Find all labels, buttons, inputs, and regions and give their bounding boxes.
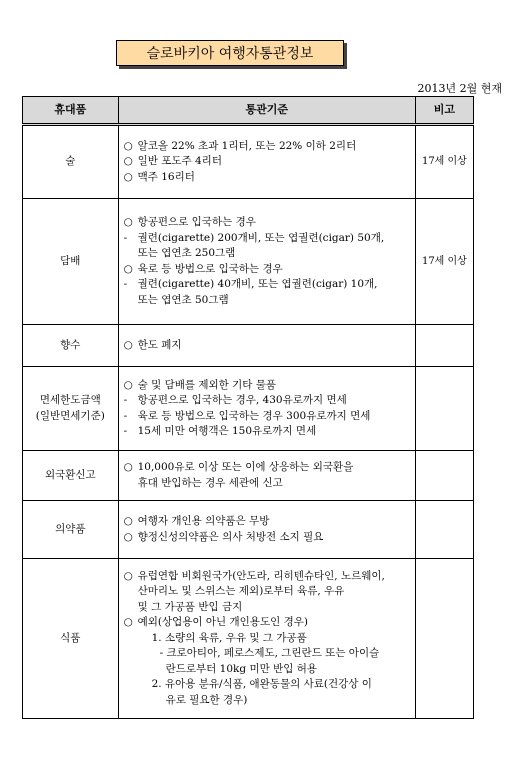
line-text: 10,000유로 이상 또는 이에 상응하는 외국환을: [137, 461, 354, 473]
line-text: - 크로아티아, 페로스제도, 그린란드 또는 아이슬: [159, 647, 380, 660]
standard-line: [122, 460, 412, 476]
standard-line: [122, 215, 412, 231]
standard-line: [122, 584, 412, 600]
category-text: (일반면세기준): [35, 409, 105, 422]
line-text: 육로 등 방법으로 입국하는 경우 300유로까지 면세: [137, 409, 371, 422]
standard-line: [122, 378, 412, 394]
bullet-mark: [122, 662, 138, 678]
line-text: 및 그 가공품 반입 금지: [137, 600, 243, 613]
header-row: [23, 97, 474, 125]
row-note: [415, 559, 473, 719]
standard-line: [122, 662, 412, 678]
row-category: [23, 559, 119, 719]
table-row: [23, 325, 474, 367]
line-text: 휴대 반입하는 경우 세관에 신고: [137, 476, 283, 489]
row-note: [415, 325, 473, 367]
standard-line: [122, 262, 412, 278]
bullet-mark: [122, 646, 138, 662]
standard-line: [122, 154, 412, 170]
standard-line: [122, 139, 412, 155]
row-category: [23, 199, 119, 325]
row-category: [23, 501, 119, 559]
row-category: [23, 325, 119, 367]
row-category: [23, 125, 119, 199]
line-text: 산마리노 및 스위스는 제외)로부터 육류, 우유: [137, 585, 345, 598]
standard-line: [122, 424, 412, 440]
bullet-mark: ○: [123, 338, 133, 351]
line-text: 한도 폐지: [137, 338, 182, 351]
standard-line: [122, 631, 412, 647]
line-text: 술 및 담배를 제외한 기타 물품: [137, 378, 277, 391]
bullet-mark: [122, 677, 138, 693]
row-standard: [118, 199, 415, 325]
bullet-mark: [122, 293, 138, 309]
standard-line: [122, 170, 412, 186]
table-row: [23, 559, 474, 719]
table-row: [23, 501, 474, 559]
standard-line: [122, 530, 412, 546]
row-category: [23, 451, 119, 501]
line-text: 유럽연합 비회원국가(안도라, 리히텐슈타인, 노르웨이,: [137, 569, 385, 582]
row-note: [415, 501, 473, 559]
category-text: 의약품: [55, 522, 86, 535]
table-row: [23, 125, 474, 199]
line-text: 항공편으로 입국하는 경우, 430유로까지 면세: [137, 394, 347, 406]
line-text: 궐련(cigarette) 200개비, 또는 엽궐련(cigar) 50개,: [137, 231, 385, 244]
line-text: 또는 엽연초 250그램: [137, 247, 236, 259]
line-text: 향정신성의약품은 의사 처방전 소지 필요: [137, 530, 324, 543]
bullet-mark: ○: [123, 170, 133, 183]
line-text: 맥주 16리터: [137, 170, 195, 183]
table-body: [23, 125, 474, 719]
bullet-mark: -: [123, 409, 128, 422]
line-text: 1. 소량의 육류, 우유 및 그 가공품: [151, 631, 307, 644]
row-note: [415, 367, 473, 451]
line-text: 육로 등 방법으로 입국하는 경우: [137, 262, 283, 275]
line-text: 일반 포도주 4리터: [137, 155, 222, 168]
category-text: 외국환신고: [44, 468, 96, 481]
bullet-mark: [122, 693, 138, 709]
header-note: 비고: [415, 97, 473, 125]
row-category: [23, 367, 119, 451]
table-row: [23, 367, 474, 451]
header-standard: 통관기준: [118, 97, 415, 125]
bullet-mark: ○: [123, 262, 133, 275]
bullet-mark: [122, 600, 138, 616]
row-standard: [118, 325, 415, 367]
standard-line: [122, 569, 412, 585]
category-text: 향수: [60, 338, 81, 351]
bullet-mark: ○: [123, 216, 133, 228]
category-text: 술: [65, 155, 76, 168]
category-text: 담배: [60, 254, 81, 267]
standard-line: [122, 293, 412, 309]
bullet-mark: ○: [123, 569, 133, 582]
bullet-mark: ○: [123, 155, 133, 168]
date-label: 2013년 2월 현재: [417, 82, 502, 95]
customs-table: [22, 96, 474, 719]
row-standard: [118, 501, 415, 559]
bullet-mark: [122, 631, 138, 647]
line-text: 알코올 22% 초과 1리터, 또는 22% 이하 2리터: [137, 139, 357, 152]
standard-line: [122, 476, 412, 492]
bullet-mark: -: [123, 425, 128, 437]
bullet-mark: ○: [123, 530, 133, 543]
standard-line: [122, 338, 412, 354]
bullet-mark: [122, 476, 138, 492]
line-text: 궐련(cigarette) 40개비, 또는 엽궐련(cigar) 10개,: [137, 278, 378, 290]
line-text: 15세 미만 여행객은 150유로까지 면세: [137, 425, 317, 437]
standard-line: [122, 246, 412, 262]
bullet-mark: [122, 584, 138, 600]
standard-line: [122, 514, 412, 530]
standard-line: [122, 615, 412, 631]
category-text: 면세한도금액: [39, 394, 101, 406]
row-standard: [118, 125, 415, 199]
standard-line: [122, 600, 412, 616]
line-text: 란드로부터 10kg 미만 반입 허용: [165, 662, 317, 675]
standard-line: [122, 277, 412, 293]
standard-line: [122, 393, 412, 409]
row-note: [415, 451, 473, 501]
bullet-mark: ○: [123, 515, 133, 527]
document-title: 슬로바키아 여행자통관정보: [116, 40, 344, 66]
line-text: 유로 필요한 경우): [165, 693, 248, 706]
line-text: 2. 유아용 분유/식품, 애완동물의 사료(건강상 이: [151, 678, 372, 691]
row-standard: [118, 367, 415, 451]
category-text: 식품: [60, 631, 81, 644]
row-note: 17세 이상: [415, 199, 473, 325]
standard-line: [122, 231, 412, 247]
row-standard: [118, 451, 415, 501]
header-category: 휴대품: [23, 97, 119, 125]
line-text: 또는 엽연초 50그램: [137, 293, 229, 306]
bullet-mark: -: [123, 278, 128, 290]
standard-line: [122, 646, 412, 662]
line-text: 예외(상업용이 아닌 개인용도인 경우): [137, 616, 308, 629]
row-note: 17세 이상: [415, 125, 473, 199]
bullet-mark: [122, 246, 138, 262]
line-text: 여행자 개인용 의약품은 무방: [137, 515, 270, 527]
line-text: 항공편으로 입국하는 경우: [137, 216, 256, 228]
bullet-mark: ○: [123, 378, 133, 391]
bullet-mark: ○: [123, 461, 133, 473]
bullet-mark: -: [123, 394, 128, 406]
standard-line: [122, 693, 412, 709]
bullet-mark: ○: [123, 139, 133, 152]
standard-line: [122, 677, 412, 693]
row-standard: [118, 559, 415, 719]
standard-line: [122, 409, 412, 425]
table-row: [23, 451, 474, 501]
table-row: [23, 199, 474, 325]
bullet-mark: -: [123, 231, 128, 244]
bullet-mark: ○: [123, 616, 133, 629]
